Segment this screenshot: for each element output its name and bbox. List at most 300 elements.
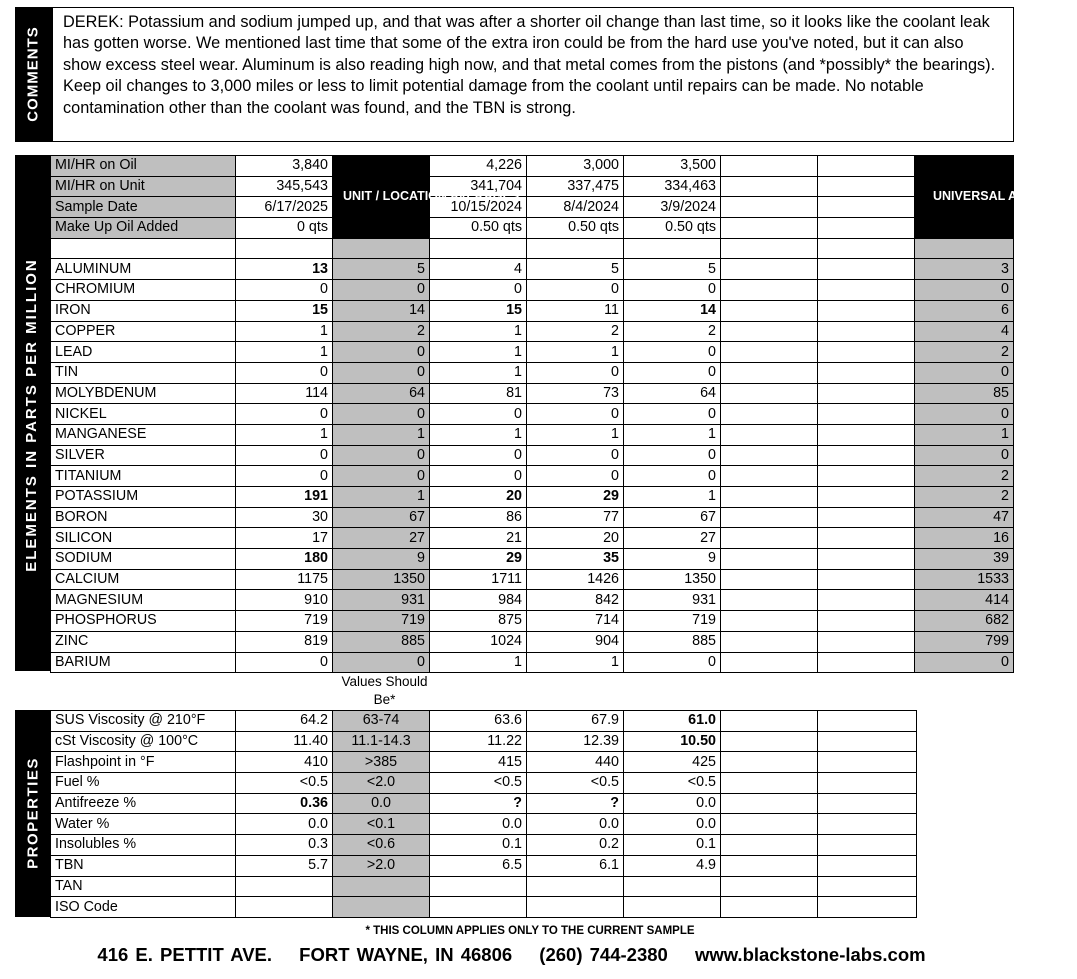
sample-4-cell: 334,463 xyxy=(624,176,721,197)
element-row xyxy=(51,549,1014,570)
sample-4-cell: 0.0 xyxy=(624,814,721,835)
empty-cell xyxy=(818,528,915,549)
sample-2-cell: 1711 xyxy=(430,569,527,590)
empty-cell xyxy=(721,528,818,549)
properties-table xyxy=(50,710,917,918)
property-row xyxy=(51,793,917,814)
unit-average-cell: 14 xyxy=(333,300,430,321)
unit-average-cell: 0 xyxy=(333,342,430,363)
sample-4-cell: 2 xyxy=(624,321,721,342)
universal-average-cell: 0 xyxy=(915,445,1014,466)
sample-2-cell: 1 xyxy=(430,342,527,363)
empty-cell xyxy=(818,280,915,301)
empty-cell xyxy=(818,876,917,897)
sample-2-cell: 1 xyxy=(430,424,527,445)
current-sample-cell: 17 xyxy=(236,528,333,549)
sample-2-cell: 20 xyxy=(430,487,527,508)
empty-cell xyxy=(818,362,915,383)
sample-4-cell: 67 xyxy=(624,507,721,528)
sample-3-cell: 12.39 xyxy=(527,731,624,752)
current-sample-cell: 910 xyxy=(236,590,333,611)
property-name: Fuel % xyxy=(51,773,236,794)
unit-average-cell: 0 xyxy=(333,466,430,487)
sample-3-cell: 0 xyxy=(527,362,624,383)
unit-average-cell: 9 xyxy=(333,549,430,570)
empty-cell xyxy=(51,238,236,259)
sample-2-cell: 0 xyxy=(430,466,527,487)
should-be-cell xyxy=(333,876,430,897)
element-row xyxy=(51,445,1014,466)
empty-cell xyxy=(818,218,915,239)
sample-3-cell: 1 xyxy=(527,424,624,445)
empty-cell xyxy=(721,711,818,732)
sample-3-cell: 3,000 xyxy=(527,156,624,177)
empty-cell xyxy=(721,321,818,342)
sample-4-cell: 885 xyxy=(624,631,721,652)
empty-cell xyxy=(818,259,915,280)
sample-2-cell: 0.50 qts xyxy=(430,218,527,239)
sample-4-cell xyxy=(624,876,721,897)
element-row xyxy=(51,404,1014,425)
empty-cell xyxy=(721,466,818,487)
sample-3-cell: 0 xyxy=(527,445,624,466)
property-row xyxy=(51,731,917,752)
comments-side-label: COMMENTS xyxy=(24,26,42,122)
info-row xyxy=(51,176,1014,197)
element-name: IRON xyxy=(51,300,236,321)
empty-cell xyxy=(818,569,915,590)
footer-city: FORT WAYNE, IN 46806 xyxy=(299,944,513,965)
element-name: SILVER xyxy=(51,445,236,466)
empty-cell xyxy=(721,342,818,363)
current-sample-cell: 0 qts xyxy=(236,218,333,239)
sample-2-cell: 341,704 xyxy=(430,176,527,197)
element-row xyxy=(51,300,1014,321)
should-be-cell: <0.6 xyxy=(333,835,430,856)
empty-cell xyxy=(721,404,818,425)
sample-2-cell: 0.1 xyxy=(430,835,527,856)
sample-4-cell: 0 xyxy=(624,445,721,466)
element-row xyxy=(51,569,1014,590)
sample-2-cell: 11.22 xyxy=(430,731,527,752)
row-label: MI/HR on Oil xyxy=(51,156,236,177)
footer xyxy=(0,944,1023,966)
universal-average-cell: 47 xyxy=(915,507,1014,528)
empty-cell xyxy=(721,445,818,466)
unit-average-cell: 5 xyxy=(333,259,430,280)
empty-cell xyxy=(818,793,917,814)
current-sample-cell: 13 xyxy=(236,259,333,280)
universal-average-cell: 3 xyxy=(915,259,1014,280)
unit-average-cell: 1 xyxy=(333,487,430,508)
element-name: BORON xyxy=(51,507,236,528)
element-row xyxy=(51,507,1014,528)
element-row xyxy=(51,424,1014,445)
info-row xyxy=(51,218,1014,239)
universal-average-cell: 0 xyxy=(915,362,1014,383)
empty-cell xyxy=(818,176,915,197)
values-should-be-header: Values Should Be* xyxy=(341,674,428,707)
universal-average-cell: 682 xyxy=(915,611,1014,632)
empty-cell xyxy=(721,611,818,632)
current-sample-cell: 0 xyxy=(236,362,333,383)
element-row xyxy=(51,652,1014,673)
sample-2-cell: ? xyxy=(430,793,527,814)
element-row xyxy=(51,611,1014,632)
current-sample-cell: 0.3 xyxy=(236,835,333,856)
unit-average-cell: 0 xyxy=(333,652,430,673)
empty-cell xyxy=(721,569,818,590)
sample-4-cell: 0 xyxy=(624,652,721,673)
current-sample-cell: 3,840 xyxy=(236,156,333,177)
unit-average-cell: 64 xyxy=(333,383,430,404)
element-row xyxy=(51,362,1014,383)
element-name: CALCIUM xyxy=(51,569,236,590)
element-row xyxy=(51,466,1014,487)
element-name: TITANIUM xyxy=(51,466,236,487)
sample-3-cell: 73 xyxy=(527,383,624,404)
footnote: * THIS COLUMN APPLIES ONLY TO THE CURRENT SAMPLE xyxy=(365,925,695,937)
universal-average-cell: 0 xyxy=(915,652,1014,673)
empty-cell xyxy=(818,549,915,570)
empty-cell xyxy=(818,631,915,652)
sample-3-cell xyxy=(527,897,624,918)
property-row xyxy=(51,876,917,897)
property-row xyxy=(51,752,917,773)
sample-4-cell: 0.0 xyxy=(624,793,721,814)
empty-cell xyxy=(818,238,915,259)
elements-table xyxy=(50,155,1077,673)
sample-2-cell: 63.6 xyxy=(430,711,527,732)
should-be-cell: <0.1 xyxy=(333,814,430,835)
element-name: LEAD xyxy=(51,342,236,363)
empty-cell xyxy=(721,156,818,177)
sample-4-cell: 0 xyxy=(624,342,721,363)
property-row xyxy=(51,711,917,732)
universal-average-cell: 4 xyxy=(915,321,1014,342)
empty-cell xyxy=(818,404,915,425)
empty-cell xyxy=(818,855,917,876)
sample-2-cell: 4 xyxy=(430,259,527,280)
sample-3-cell: 714 xyxy=(527,611,624,632)
universal-average-cell: 414 xyxy=(915,590,1014,611)
sample-2-cell: 0.0 xyxy=(430,814,527,835)
spacer-row xyxy=(51,238,1014,259)
info-row xyxy=(51,156,1014,177)
empty-cell xyxy=(721,300,818,321)
unit-average-cell: 1 xyxy=(333,424,430,445)
current-sample-cell: 819 xyxy=(236,631,333,652)
sample-4-cell: 0 xyxy=(624,466,721,487)
current-sample-cell: 6/17/2025 xyxy=(236,197,333,218)
current-sample-cell: 0 xyxy=(236,280,333,301)
current-sample-cell: 1 xyxy=(236,321,333,342)
universal-average-cell: 39 xyxy=(915,549,1014,570)
empty-cell xyxy=(818,711,917,732)
universal-average-cell: 0 xyxy=(915,404,1014,425)
sample-4-cell: 425 xyxy=(624,752,721,773)
sample-3-cell: 440 xyxy=(527,752,624,773)
element-name: BARIUM xyxy=(51,652,236,673)
empty-cell xyxy=(818,383,915,404)
current-sample-cell: 64.2 xyxy=(236,711,333,732)
universal-average-cell: 799 xyxy=(915,631,1014,652)
sample-2-cell: 21 xyxy=(430,528,527,549)
current-sample-cell: 410 xyxy=(236,752,333,773)
sample-3-cell: 29 xyxy=(527,487,624,508)
element-row xyxy=(51,321,1014,342)
sample-2-cell: <0.5 xyxy=(430,773,527,794)
sample-4-cell: 0 xyxy=(624,280,721,301)
sample-2-cell: 6.5 xyxy=(430,855,527,876)
property-name: TBN xyxy=(51,855,236,876)
empty-cell xyxy=(818,197,915,218)
sample-4-cell: 5 xyxy=(624,259,721,280)
empty-cell xyxy=(818,321,915,342)
comments-box xyxy=(52,7,1014,142)
element-name: PHOSPHORUS xyxy=(51,611,236,632)
current-sample-cell: 11.40 xyxy=(236,731,333,752)
sample-3-cell: 337,475 xyxy=(527,176,624,197)
current-sample-cell xyxy=(236,897,333,918)
sample-2-cell: 875 xyxy=(430,611,527,632)
sample-3-cell: 8/4/2024 xyxy=(527,197,624,218)
element-name: MOLYBDENUM xyxy=(51,383,236,404)
empty-cell xyxy=(721,176,818,197)
universal-average-cell: 2 xyxy=(915,342,1014,363)
sample-3-cell: 20 xyxy=(527,528,624,549)
element-name: NICKEL xyxy=(51,404,236,425)
current-sample-cell: 5.7 xyxy=(236,855,333,876)
property-name: SUS Viscosity @ 210°F xyxy=(51,711,236,732)
element-name: ZINC xyxy=(51,631,236,652)
empty-cell xyxy=(721,835,818,856)
property-name: cSt Viscosity @ 100°C xyxy=(51,731,236,752)
info-row xyxy=(51,197,1014,218)
footer-address: 416 E. PETTIT AVE. xyxy=(97,944,273,965)
sample-2-cell xyxy=(430,876,527,897)
empty-cell xyxy=(333,238,430,259)
sample-3-cell: 5 xyxy=(527,259,624,280)
current-sample-cell: 0 xyxy=(236,652,333,673)
should-be-cell: >385 xyxy=(333,752,430,773)
unit-average-cell: 1350 xyxy=(333,569,430,590)
element-name: COPPER xyxy=(51,321,236,342)
universal-average-cell: 2 xyxy=(915,466,1014,487)
element-name: SILICON xyxy=(51,528,236,549)
property-name: Antifreeze % xyxy=(51,793,236,814)
empty-cell xyxy=(818,342,915,363)
current-sample-cell: 191 xyxy=(236,487,333,508)
sample-2-cell: 415 xyxy=(430,752,527,773)
empty-cell xyxy=(721,731,818,752)
empty-cell xyxy=(721,855,818,876)
current-sample-cell: 0.36 xyxy=(236,793,333,814)
unit-location-averages-label: UNIT / LOCATION AVERAGES xyxy=(343,189,520,204)
unit-average-cell: 0 xyxy=(333,362,430,383)
empty-cell xyxy=(430,238,527,259)
sample-3-cell: 1 xyxy=(527,342,624,363)
element-row xyxy=(51,342,1014,363)
empty-cell xyxy=(721,487,818,508)
empty-cell xyxy=(721,383,818,404)
current-sample-cell: 15 xyxy=(236,300,333,321)
empty-cell xyxy=(721,897,818,918)
current-sample-cell: 719 xyxy=(236,611,333,632)
row-label: Sample Date xyxy=(51,197,236,218)
unit-average-cell: 885 xyxy=(333,631,430,652)
empty-cell xyxy=(236,238,333,259)
element-row xyxy=(51,280,1014,301)
empty-cell xyxy=(721,259,818,280)
sample-3-cell: 904 xyxy=(527,631,624,652)
sample-4-cell: 1 xyxy=(624,487,721,508)
empty-cell xyxy=(818,507,915,528)
empty-cell xyxy=(624,238,721,259)
current-sample-cell: 0 xyxy=(236,445,333,466)
sample-2-cell: 984 xyxy=(430,590,527,611)
sample-2-cell: 0 xyxy=(430,445,527,466)
property-name: TAN xyxy=(51,876,236,897)
element-row xyxy=(51,383,1014,404)
current-sample-cell: 30 xyxy=(236,507,333,528)
empty-cell xyxy=(818,752,917,773)
sample-3-cell xyxy=(527,876,624,897)
unit-average-cell: 0 xyxy=(333,280,430,301)
sample-3-cell: 11 xyxy=(527,300,624,321)
sample-4-cell: 9 xyxy=(624,549,721,570)
sample-4-cell: 64 xyxy=(624,383,721,404)
element-row xyxy=(51,259,1014,280)
empty-cell xyxy=(818,897,917,918)
sample-3-cell: <0.5 xyxy=(527,773,624,794)
should-be-cell: <2.0 xyxy=(333,773,430,794)
sample-3-cell: 0 xyxy=(527,466,624,487)
property-row xyxy=(51,897,917,918)
should-be-cell: 0.0 xyxy=(333,793,430,814)
sample-2-cell: 10/15/2024 xyxy=(430,197,527,218)
sample-2-cell: 0 xyxy=(430,404,527,425)
universal-average-cell: 1533 xyxy=(915,569,1014,590)
empty-cell xyxy=(818,590,915,611)
current-sample-cell: 180 xyxy=(236,549,333,570)
sample-4-cell: 14 xyxy=(624,300,721,321)
sample-3-cell: 67.9 xyxy=(527,711,624,732)
empty-cell xyxy=(721,652,818,673)
should-be-cell: >2.0 xyxy=(333,855,430,876)
sample-4-cell: 61.0 xyxy=(624,711,721,732)
empty-cell xyxy=(721,752,818,773)
empty-cell xyxy=(721,590,818,611)
sample-2-cell: 81 xyxy=(430,383,527,404)
sample-3-cell: 0 xyxy=(527,404,624,425)
sample-3-cell: 1426 xyxy=(527,569,624,590)
footer-phone: (260) 744-2380 xyxy=(539,944,668,965)
element-name: POTASSIUM xyxy=(51,487,236,508)
property-name: Insolubles % xyxy=(51,835,236,856)
sample-4-cell: 4.9 xyxy=(624,855,721,876)
sample-3-cell: 842 xyxy=(527,590,624,611)
property-row xyxy=(51,855,917,876)
sample-4-cell: 10.50 xyxy=(624,731,721,752)
empty-cell xyxy=(818,466,915,487)
properties-side-label: PROPERTIES xyxy=(24,757,42,869)
empty-cell xyxy=(721,876,818,897)
property-name: Flashpoint in °F xyxy=(51,752,236,773)
empty-cell xyxy=(818,487,915,508)
element-row xyxy=(51,631,1014,652)
element-name: MANGANESE xyxy=(51,424,236,445)
sample-4-cell: 27 xyxy=(624,528,721,549)
sample-4-cell: 0 xyxy=(624,404,721,425)
sample-4-cell xyxy=(624,897,721,918)
empty-cell xyxy=(818,445,915,466)
empty-cell xyxy=(721,507,818,528)
element-name: ALUMINUM xyxy=(51,259,236,280)
row-label: Make Up Oil Added xyxy=(51,218,236,239)
sample-2-cell: 1 xyxy=(430,652,527,673)
should-be-cell xyxy=(333,897,430,918)
current-sample-cell: 0.0 xyxy=(236,814,333,835)
current-sample-cell: 345,543 xyxy=(236,176,333,197)
sample-2-cell: 29 xyxy=(430,549,527,570)
sample-3-cell: 0.0 xyxy=(527,814,624,835)
empty-cell xyxy=(818,835,917,856)
empty-cell xyxy=(721,362,818,383)
empty-cell xyxy=(915,238,1014,259)
sample-2-cell: 15 xyxy=(430,300,527,321)
comments-text: DEREK: Potassium and sodium jumped up, and that was after a shorter oil change than last time, so it looks like the coolant leak has gotten worse. We mentioned last time that some of the extra iron could be from the hard use you've noted, but it can also show excess steel wear. Aluminum is also reading high now, and that metal comes from the pistons (and *possibly* the bearings). Keep oil changes to 3,000 miles or less to limit potential damage from the coolant until repairs can be made. No notable contamination other than the coolant was found, and the TBN is strong. xyxy=(63,13,996,117)
footer-website: www.blackstone-labs.com xyxy=(694,944,926,965)
sample-3-cell: 0.2 xyxy=(527,835,624,856)
current-sample-cell: 1175 xyxy=(236,569,333,590)
current-sample-cell: 1 xyxy=(236,342,333,363)
row-label: MI/HR on Unit xyxy=(51,176,236,197)
empty-cell xyxy=(818,300,915,321)
universal-average-cell: 85 xyxy=(915,383,1014,404)
sample-4-cell: 719 xyxy=(624,611,721,632)
sample-3-cell: 0 xyxy=(527,280,624,301)
sample-4-cell: 3,500 xyxy=(624,156,721,177)
universal-average-cell: 0 xyxy=(915,280,1014,301)
sample-4-cell: 0 xyxy=(624,362,721,383)
sample-4-cell: 0.50 qts xyxy=(624,218,721,239)
should-be-cell: 63-74 xyxy=(333,711,430,732)
empty-cell xyxy=(721,424,818,445)
empty-cell xyxy=(818,611,915,632)
empty-cell xyxy=(721,793,818,814)
sample-4-cell: 0.1 xyxy=(624,835,721,856)
empty-cell xyxy=(818,652,915,673)
universal-average-cell: 1 xyxy=(915,424,1014,445)
empty-cell xyxy=(818,773,917,794)
sample-2-cell: 86 xyxy=(430,507,527,528)
unit-average-cell: 67 xyxy=(333,507,430,528)
current-sample-cell: <0.5 xyxy=(236,773,333,794)
empty-cell xyxy=(721,238,818,259)
property-name: Water % xyxy=(51,814,236,835)
empty-cell xyxy=(721,218,818,239)
property-name: ISO Code xyxy=(51,897,236,918)
sample-2-cell: 1 xyxy=(430,362,527,383)
empty-cell xyxy=(721,549,818,570)
empty-cell xyxy=(527,238,624,259)
sample-3-cell: ? xyxy=(527,793,624,814)
current-sample-cell xyxy=(236,876,333,897)
current-sample-cell: 1 xyxy=(236,424,333,445)
sample-2-cell: 0 xyxy=(430,280,527,301)
universal-average-cell: 2 xyxy=(915,487,1014,508)
